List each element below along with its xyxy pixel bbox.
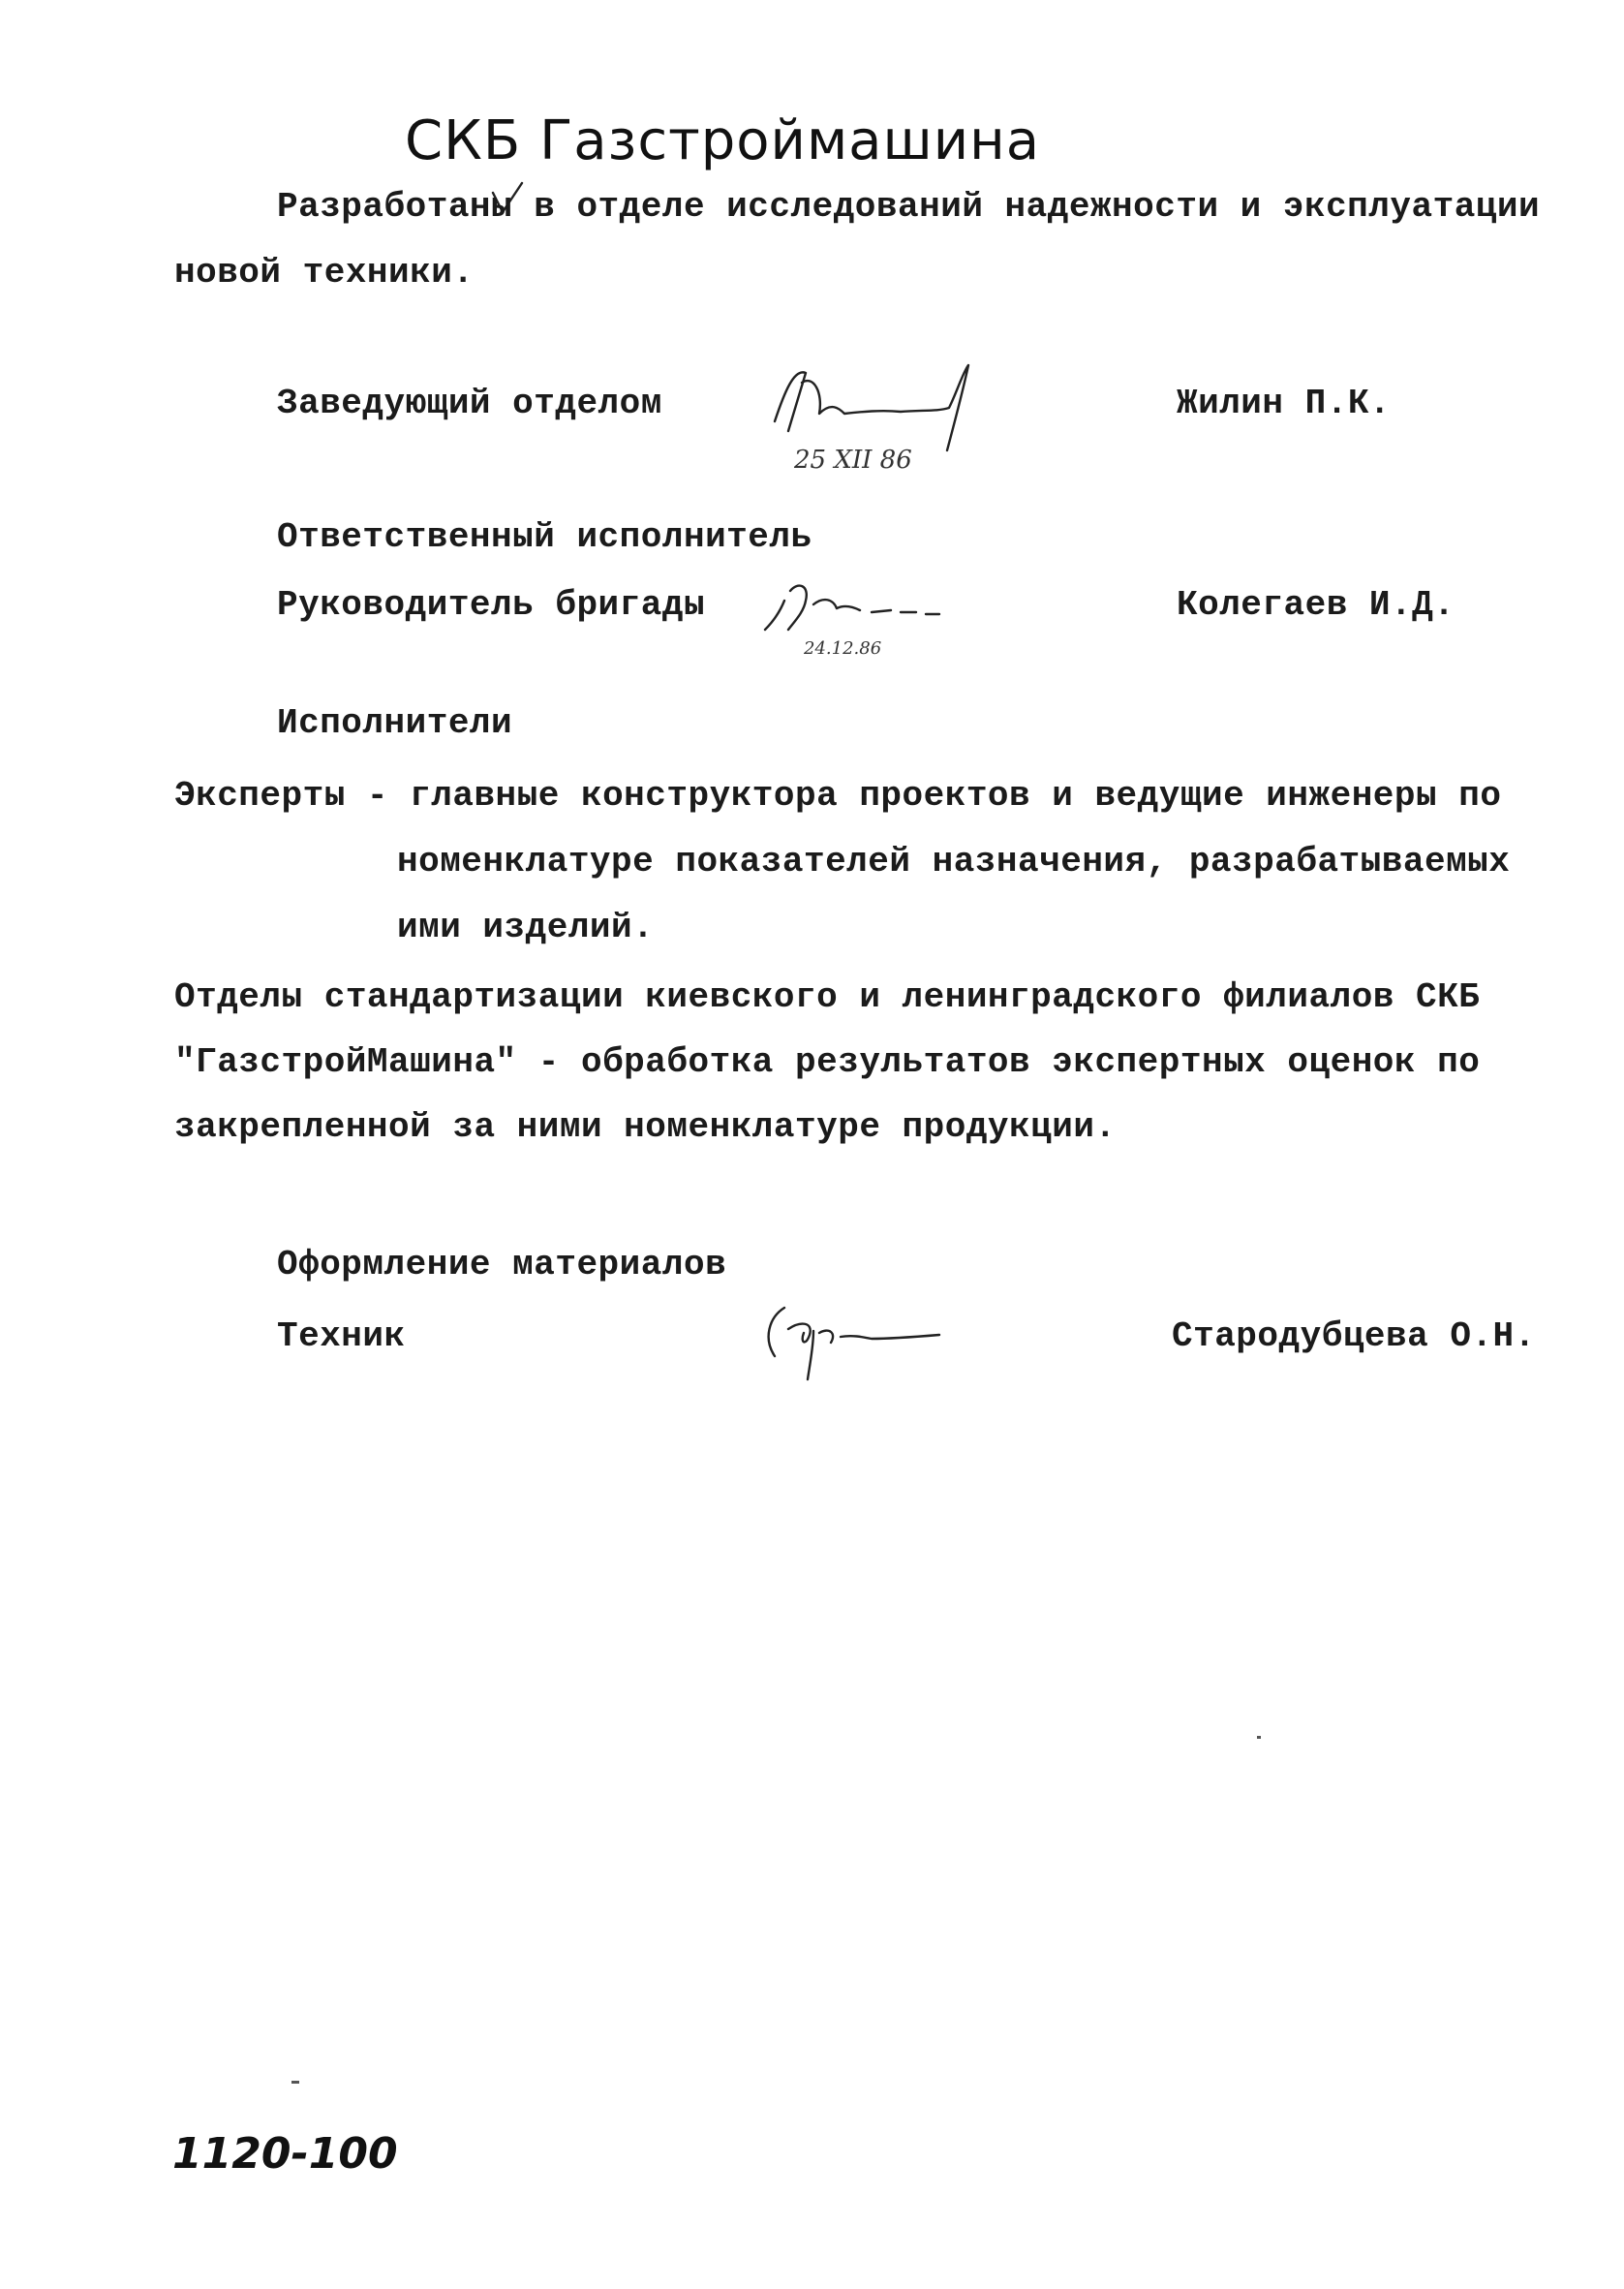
head-name: Жилин П.К. [1177,384,1392,423]
doc-number: 1120-100 [172,2129,398,2179]
technician-signature [746,1279,997,1385]
intro-line-1: Разработаны в отделе исследований надежности и эксплуатации [277,187,1541,227]
technician-name: Стародубцева О.Н. [1172,1316,1536,1356]
standardization-line-2: "ГазстройМашина" - обработка результатов экспертных оценок по [174,1042,1481,1082]
scan-speck [291,2081,299,2084]
experts-line-3: ими изделий. [397,908,655,947]
standardization-line-3: закрепленной за ними номенклатуре продукции. [174,1107,1117,1147]
experts-line-1: Эксперты - главные конструктора проектов и ведущие инженеры по [174,776,1502,816]
head-sign-date: 25 XII 86 [794,446,912,475]
brigade-name: Колегаев И.Д. [1177,585,1455,625]
scan-speck [1257,1736,1261,1739]
head-signature [755,354,1007,479]
brigade-role: Руководитель бригады [277,585,706,625]
responsible-role: Ответственный исполнитель [277,517,812,557]
handwritten-header: СКБ Газстроймашина [405,109,1041,172]
brigade-signature [755,562,988,668]
head-role: Заведующий отделом [277,384,662,423]
materials-title: Оформление материалов [277,1245,727,1284]
intro-line-2: новой техники. [174,253,475,293]
performers-title: Исполнители [277,703,513,743]
standardization-line-1: Отделы стандартизации киевского и ленинградского филиалов СКБ [174,977,1481,1017]
technician-role: Техник [277,1316,406,1356]
experts-line-2: номенклатуре показателей назначения, разрабатываемых [397,842,1511,882]
brigade-sign-date: 24.12.86 [804,638,882,659]
